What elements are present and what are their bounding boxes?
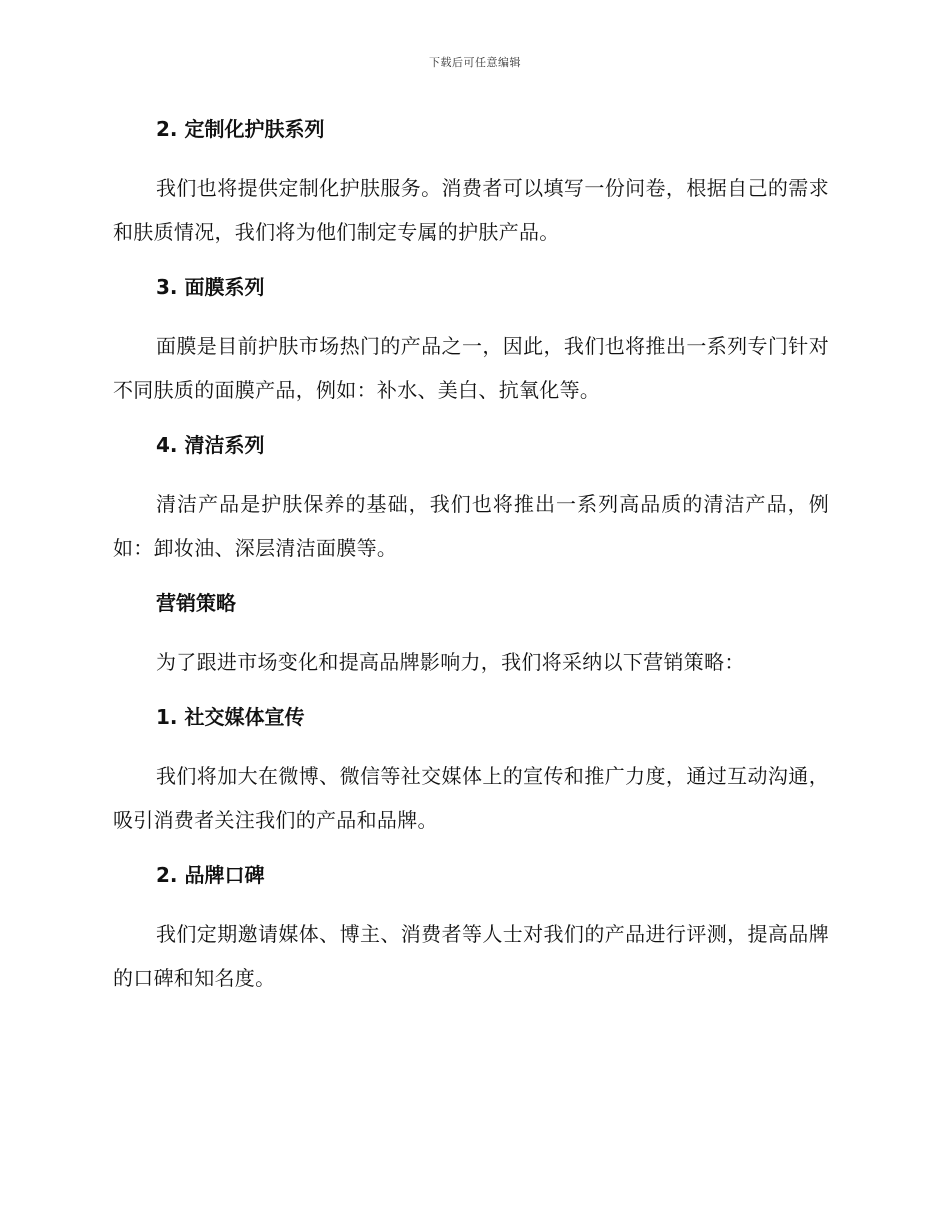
section-heading-brand-reputation: 2. 品牌口碑 (156, 863, 265, 887)
section-paragraph-social-media: 我们将加大在微博、微信等社交媒体上的宣传和推广力度，通过互动沟通，吸引消费者关注我们的产品和品牌。 (113, 764, 829, 832)
section-heading-mask-series: 3. 面膜系列 (156, 275, 265, 299)
section-heading-social-media: 1. 社交媒体宣传 (156, 705, 305, 729)
section-paragraph-brand-reputation: 我们定期邀请媒体、博主、消费者等人士对我们的产品进行评测，提高品牌的口碑和知名度。 (113, 922, 829, 990)
document-body (113, 108, 829, 1000)
section-heading-marketing-strategy: 营销策略 (156, 591, 236, 615)
section-paragraph-cleansing-series: 清洁产品是护肤保养的基础，我们也将推出一系列高品质的清洁产品，例如：卸妆油、深层清洁面膜等。 (113, 492, 829, 560)
section-paragraph-marketing-strategy: 为了跟进市场变化和提高品牌影响力，我们将采纳以下营销策略： (156, 650, 745, 674)
section-paragraph-customized-skincare: 我们也将提供定制化护肤服务。消费者可以填写一份问卷，根据自己的需求和肤质情况，我们将为他们制定专属的护肤产品。 (113, 176, 829, 244)
section-heading-customized-skincare: 2. 定制化护肤系列 (156, 117, 325, 141)
section-heading-cleansing-series: 4. 清洁系列 (156, 433, 265, 457)
section-paragraph-mask-series: 面膜是目前护肤市场热门的产品之一，因此，我们也将推出一系列专门针对不同肤质的面膜产品，例如：补水、美白、抗氧化等。 (113, 334, 829, 402)
page-header: 下载后可任意编辑 (429, 56, 521, 69)
